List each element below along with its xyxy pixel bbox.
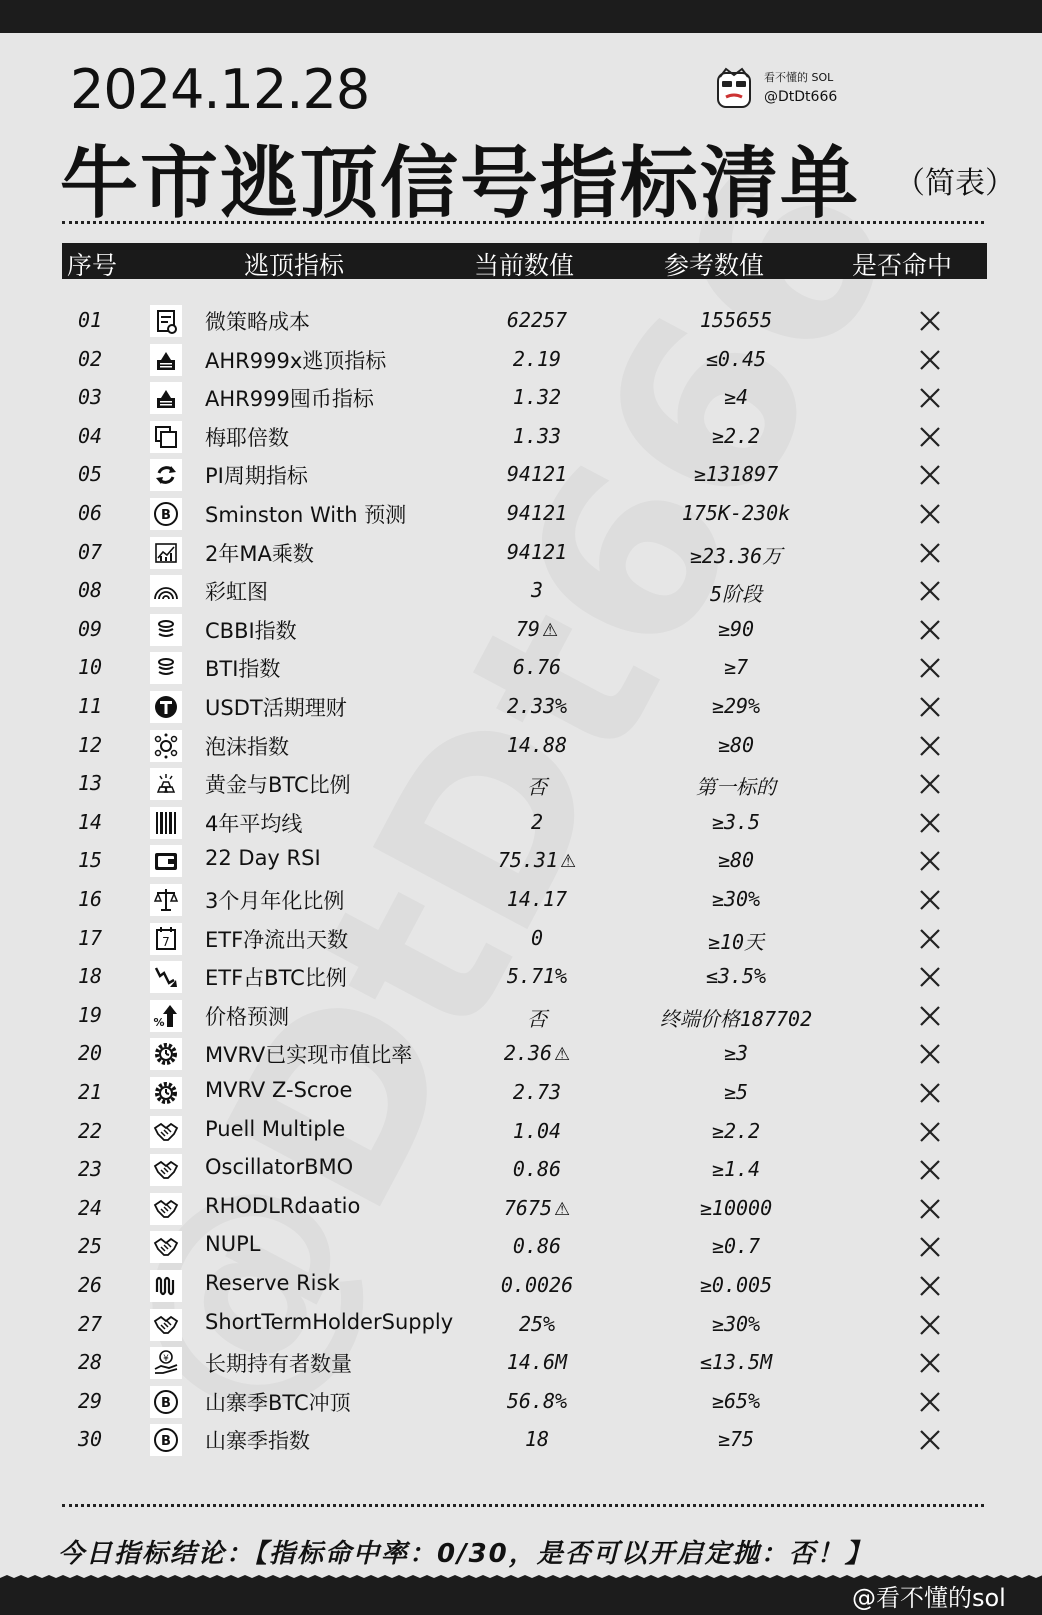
table-row: [0, 1305, 1042, 1345]
current-value: 1.32: [512, 385, 562, 410]
row-number: 27: [78, 1311, 103, 1336]
author-handle: @DtDt666: [764, 89, 838, 105]
not-hit-cross-icon: [918, 541, 942, 565]
current-value: 0.0026: [500, 1273, 574, 1297]
money-bag-icon: [150, 382, 182, 414]
table-row: [0, 1189, 1042, 1229]
reference-value: ≥30%: [711, 887, 761, 911]
reference-value: ≥7: [723, 655, 749, 680]
current-value: 否: [527, 1006, 547, 1031]
indicator-name: ETF净流出天数: [205, 927, 349, 952]
table-row: [0, 803, 1042, 843]
percent-up-icon: [150, 1000, 182, 1032]
not-hit-cross-icon: [918, 463, 942, 487]
row-number: 11: [78, 694, 103, 718]
not-hit-cross-icon: [918, 1428, 942, 1452]
table-row: [0, 841, 1042, 881]
current-value: 3: [530, 578, 544, 603]
not-hit-cross-icon: [918, 348, 942, 372]
current-value: 否: [527, 775, 547, 800]
row-number: 16: [78, 887, 103, 911]
reference-value: ≤3.5%: [705, 964, 767, 989]
svg-text:%: %: [153, 1015, 165, 1029]
table-row: [0, 494, 1042, 534]
row-number: 10: [78, 655, 103, 680]
table-row: [0, 1112, 1042, 1152]
row-number: 14: [78, 809, 103, 834]
coin-stack-icon: [150, 652, 182, 684]
svg-text:7: 7: [162, 934, 170, 949]
current-value: 14.6M: [506, 1350, 568, 1375]
reference-value: ≥23.36万: [689, 543, 783, 568]
not-hit-cross-icon: [918, 386, 942, 410]
warning-icon: ⚠: [560, 851, 577, 873]
table-row: [0, 996, 1042, 1036]
current-value: 7675 ⚠: [503, 1195, 571, 1220]
reference-value: 5阶段: [709, 582, 763, 607]
current-value: 2: [530, 809, 544, 834]
yen-hand-icon: [150, 1347, 182, 1379]
svg-text:B: B: [161, 508, 171, 523]
reference-value: ≥131897: [693, 462, 779, 487]
table-row: [0, 880, 1042, 920]
author-name: 看不懂的 SOL: [764, 71, 834, 84]
indicator-name: ETF占BTC比例: [205, 966, 347, 991]
col-header-reference: 参考数值: [664, 251, 765, 280]
row-number: 13: [78, 771, 103, 796]
current-value: 6.76: [512, 655, 562, 680]
table-row: [0, 571, 1042, 611]
gold-bars-icon: [150, 768, 182, 800]
not-hit-cross-icon: [918, 695, 942, 719]
indicator-name: 山寨季BTC冲顶: [205, 1390, 351, 1415]
reference-value: ≥75: [717, 1427, 755, 1452]
table-header: [62, 243, 987, 279]
warning-icon: ⚠: [554, 1198, 571, 1220]
reference-value: ≥0.005: [699, 1273, 773, 1297]
table-row: [0, 648, 1042, 688]
svg-text:B: B: [161, 1434, 171, 1450]
table-row: [0, 1073, 1042, 1113]
reference-value: ≥4: [723, 385, 749, 410]
table-row: [0, 610, 1042, 650]
tether-icon: [150, 691, 182, 723]
table-row: [0, 764, 1042, 804]
bitcoin-icon: [150, 1386, 182, 1418]
svg-text:¥: ¥: [163, 1354, 169, 1365]
reference-value: ≤13.5M: [699, 1350, 773, 1375]
row-number: 20: [78, 1041, 103, 1066]
current-value: 18: [524, 1427, 550, 1452]
not-hit-cross-icon: [918, 425, 942, 449]
indicator-name: MVRV已实现市值比率: [205, 1043, 413, 1068]
current-value: 1.04: [512, 1118, 562, 1143]
indicator-name: 黄金与BTC比例: [205, 773, 351, 798]
row-number: 17: [78, 925, 103, 950]
current-value: 5.71%: [506, 964, 568, 989]
row-number: 03: [78, 385, 103, 410]
coin-stack-icon: [150, 614, 182, 646]
current-value: 94121: [506, 539, 568, 564]
current-value: 2.19: [512, 346, 562, 371]
not-hit-cross-icon: [918, 811, 942, 835]
reference-value: ≥5: [723, 1080, 749, 1104]
warning-icon: ⚠: [541, 619, 559, 641]
reference-value: ≥1.4: [711, 1157, 761, 1182]
not-hit-cross-icon: [918, 1197, 942, 1221]
indicator-name: 山寨季指数: [205, 1429, 310, 1454]
indicator-name: RHODLRdaatio: [205, 1193, 361, 1218]
not-hit-cross-icon: [918, 1004, 942, 1028]
not-hit-cross-icon: [918, 1081, 942, 1105]
reference-value: ≥2.2: [711, 1118, 761, 1143]
current-value: 62257: [506, 308, 568, 332]
calendar-icon: [150, 923, 182, 955]
table-row: [0, 687, 1042, 727]
current-value: 0.86: [512, 1157, 562, 1182]
conclusion-text: 今日指标结论：【指标命中率：0/30，是否可以开启定抛：否！】: [58, 1539, 873, 1569]
indicator-name: Sminston With 预测: [205, 503, 407, 527]
current-value: 2.73: [512, 1080, 562, 1104]
money-bag-icon: [150, 344, 182, 376]
handshake-icon: [150, 1309, 182, 1341]
handshake-icon: [150, 1193, 182, 1225]
table-row: [0, 1343, 1042, 1383]
cycle-icon: [150, 459, 182, 491]
row-number: 15: [78, 848, 103, 873]
chart-icon: [150, 537, 182, 569]
wallet-icon: [150, 845, 182, 877]
reference-value: ≥29%: [711, 694, 761, 718]
poster-paper: [0, 33, 1042, 1578]
current-value: 1.33: [512, 423, 562, 448]
row-number: 12: [78, 732, 103, 757]
table-row: [0, 1420, 1042, 1460]
page-title: 牛市逃顶信号指标清单: [60, 139, 861, 229]
not-hit-cross-icon: [918, 1235, 942, 1259]
not-hit-cross-icon: [918, 309, 942, 333]
scale-icon: [150, 884, 182, 916]
not-hit-cross-icon: [918, 1158, 942, 1182]
row-number: 24: [78, 1195, 103, 1220]
table-row: [0, 301, 1042, 341]
row-number: 21: [78, 1080, 103, 1104]
waveform-icon: [150, 1270, 182, 1302]
not-hit-cross-icon: [918, 888, 942, 912]
row-number: 22: [78, 1118, 103, 1143]
indicator-name: 3个月年化比例: [205, 889, 345, 913]
author-badge: [712, 67, 912, 111]
current-value: 0: [530, 925, 544, 950]
not-hit-cross-icon: [918, 618, 942, 642]
indicator-name: CBBI指数: [205, 618, 297, 643]
reference-value: ≥0.7: [711, 1234, 761, 1259]
reference-value: ≥90: [717, 616, 755, 641]
indicator-name: 22 Day RSI: [205, 846, 321, 871]
current-value: 14.88: [506, 732, 568, 757]
indicator-name: 微策略成本: [205, 310, 310, 334]
current-value: 2.36 ⚠: [503, 1041, 571, 1066]
indicator-name: AHR999囤币指标: [205, 387, 374, 412]
reference-value: ≥3.5: [711, 809, 761, 834]
current-value: 94121: [506, 501, 568, 525]
reference-value: ≥10000: [699, 1195, 773, 1220]
reference-value: ≥3: [723, 1041, 749, 1066]
reference-value: 175K-230k: [681, 501, 791, 525]
indicator-name: Reserve Risk: [205, 1271, 340, 1295]
reference-value: ≤0.45: [705, 346, 767, 371]
table-row: [0, 1266, 1042, 1306]
table-row: [0, 1227, 1042, 1267]
not-hit-cross-icon: [918, 1351, 942, 1375]
row-number: 09: [78, 616, 103, 641]
indicator-name: BTI指数: [205, 657, 281, 682]
indicator-name: AHR999x逃顶指标: [205, 348, 387, 373]
row-number: 26: [78, 1273, 103, 1297]
reference-value: ≥30%: [711, 1311, 761, 1336]
indicator-name: USDT活期理财: [205, 696, 347, 720]
col-header-current: 当前数值: [474, 251, 575, 280]
table-row: [0, 919, 1042, 959]
table-row: [0, 378, 1042, 418]
table-row: [0, 340, 1042, 380]
reference-value: ≥10天: [707, 929, 765, 954]
col-header-indicator: 逃顶指标: [244, 251, 345, 280]
not-hit-cross-icon: [918, 1390, 942, 1414]
indicator-name: 价格预测: [205, 1004, 289, 1029]
indicator-name: NUPL: [205, 1232, 261, 1257]
reference-value: ≥80: [717, 732, 755, 757]
row-number: 25: [78, 1234, 103, 1259]
table-row: [0, 1382, 1042, 1422]
row-number: 08: [78, 578, 103, 603]
row-number: 19: [78, 1002, 103, 1027]
not-hit-cross-icon: [918, 1274, 942, 1298]
current-value: 79 ⚠: [515, 616, 559, 641]
reference-value: ≥80: [717, 848, 755, 873]
footer-watermark: @看不懂的sol: [852, 1584, 1006, 1612]
svg-text:B: B: [161, 1395, 171, 1411]
avatar: [712, 67, 756, 111]
indicator-name: 长期持有者数量: [205, 1352, 352, 1377]
bubble-icon: [150, 730, 182, 762]
current-value: 14.17: [506, 887, 568, 911]
page-subtitle: （简表）: [895, 166, 1015, 201]
indicator-name: 4年平均线: [205, 811, 303, 836]
col-header-hit: 是否命中: [852, 251, 953, 280]
divider-bottom: [62, 1504, 984, 1507]
row-number: 02: [78, 346, 103, 371]
current-value: 75.31 ⚠: [497, 848, 577, 873]
trend-down-icon: [150, 961, 182, 993]
current-value: 25%: [518, 1311, 556, 1336]
row-number: 07: [78, 539, 103, 564]
col-header-no: 序号: [67, 251, 118, 280]
bitcoin-icon: [150, 1424, 182, 1456]
handshake-icon: [150, 1231, 182, 1263]
indicator-name: ShortTermHolderSupply: [205, 1309, 454, 1334]
not-hit-cross-icon: [918, 1120, 942, 1144]
bitcoin-icon: [150, 498, 182, 530]
barcode-icon: [150, 807, 182, 839]
row-number: 04: [78, 423, 103, 448]
current-value: 56.8%: [506, 1388, 568, 1413]
row-number: 23: [78, 1157, 103, 1182]
current-value: 0.86: [512, 1234, 562, 1259]
indicator-name: 彩虹图: [205, 580, 268, 605]
indicator-name: OscillatorBMO: [205, 1155, 354, 1180]
not-hit-cross-icon: [918, 579, 942, 603]
indicator-name: 泡沫指数: [205, 734, 289, 759]
table-row: [0, 417, 1042, 457]
not-hit-cross-icon: [918, 1042, 942, 1066]
reference-value: 终端价格187702: [659, 1006, 813, 1031]
not-hit-cross-icon: [918, 965, 942, 989]
copy-icon: [150, 421, 182, 453]
table-row: [0, 533, 1042, 573]
row-number: 06: [78, 501, 103, 525]
document-icon: [150, 305, 182, 337]
table-row: [0, 726, 1042, 766]
row-number: 01: [78, 308, 103, 332]
indicator-name: PI周期指标: [205, 464, 308, 489]
reference-value: ≥2.2: [711, 423, 761, 448]
indicator-name: Puell Multiple: [205, 1116, 346, 1141]
not-hit-cross-icon: [918, 656, 942, 680]
gear-icon: [150, 1038, 182, 1070]
not-hit-cross-icon: [918, 734, 942, 758]
reference-value: ≥65%: [711, 1388, 761, 1413]
handshake-icon: [150, 1154, 182, 1186]
not-hit-cross-icon: [918, 502, 942, 526]
reference-value: 第一标的: [696, 775, 776, 800]
handshake-icon: [150, 1116, 182, 1148]
not-hit-cross-icon: [918, 849, 942, 873]
row-number: 29: [78, 1388, 103, 1413]
not-hit-cross-icon: [918, 927, 942, 951]
row-number: 05: [78, 462, 103, 487]
indicator-name: 2年MA乘数: [205, 541, 314, 566]
row-number: 18: [78, 964, 103, 989]
divider-top: [62, 221, 984, 224]
current-value: 94121: [506, 462, 568, 487]
not-hit-cross-icon: [918, 1313, 942, 1337]
table-row: [0, 957, 1042, 997]
current-value: 2.33%: [506, 694, 568, 718]
date-label: 2024.12.28: [70, 58, 370, 121]
table-row: [0, 455, 1042, 495]
not-hit-cross-icon: [918, 772, 942, 796]
rainbow-icon: [150, 575, 182, 607]
table-row: [0, 1150, 1042, 1190]
reference-value: 155655: [699, 308, 773, 332]
warning-icon: ⚠: [554, 1044, 571, 1066]
table-row: [0, 1034, 1042, 1074]
row-number: 28: [78, 1350, 103, 1375]
indicator-name: MVRV Z-Scroe: [205, 1078, 353, 1102]
indicator-name: 梅耶倍数: [205, 425, 289, 450]
gear-icon: [150, 1077, 182, 1109]
row-number: 30: [78, 1427, 103, 1452]
